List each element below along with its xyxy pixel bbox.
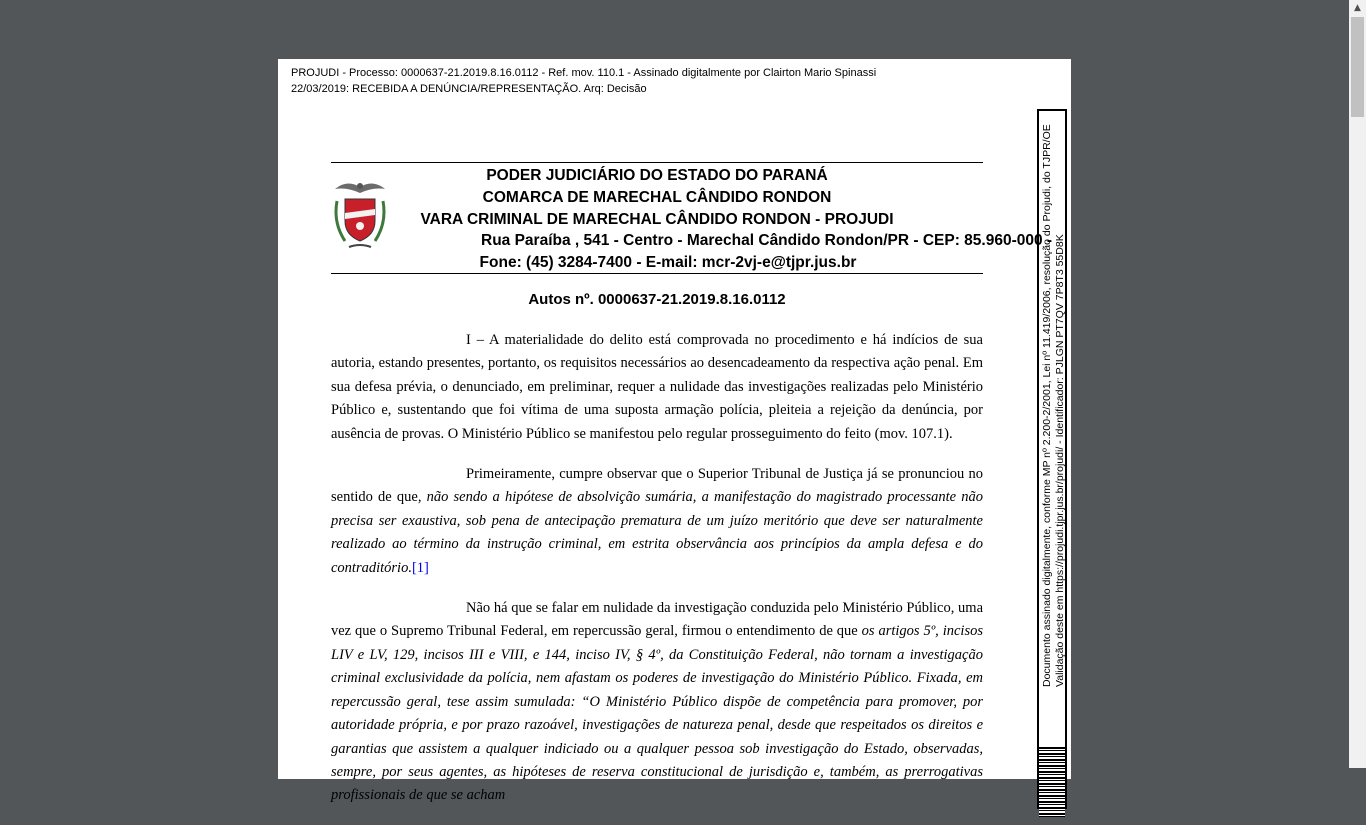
paragraph-1: I – A materialidade do delito está comprovada no procedimento e há indícios de sua autoria, estando presentes, portanto, os requisitos necessários ao desencadeamento da respectiva ação penal. Em sua defesa prévia, o denunciado, em preliminar, requer a nulidade das investigações realizadas pelo Ministério Público e, sustentando que foi vítima de uma suposta armação polícia, pleiteia a rejeição da denúncia, por ausência de provas. O Ministério Público se manifestou pelo regular prosseguimento do feito (mov. 107.1).	[331, 332, 983, 442]
scroll-thumb[interactable]	[1351, 17, 1364, 117]
paragraph-3	[331, 597, 983, 808]
barcode-icon	[1039, 747, 1065, 817]
header-line-2: COMARCA DE MARECHAL CÂNDIDO RONDON	[482, 188, 832, 206]
header-line-4: Rua Paraíba , 541 - Centro - Marechal Cândido Rondon/PR - CEP: 85.960-000 -	[481, 232, 1053, 250]
stamp-line-2: 22/03/2019: RECEBIDA A DENÚNCIA/REPRESENTAÇÃO. Arq: Decisão	[291, 83, 647, 95]
header-line-3: VARA CRIMINAL DE MARECHAL CÂNDIDO RONDON - PROJUDI	[420, 210, 894, 228]
header-line-1: PODER JUDICIÁRIO DO ESTADO DO PARANÁ	[486, 167, 828, 184]
digital-signature-stamp	[291, 65, 876, 97]
sideband-line-2: Validação deste em https://projudi.tjpr.jus.br/projudi/ - Identificador: PJLGN PT7QV 7P8T3 55D8K	[1054, 234, 1066, 687]
validation-sideband	[1037, 109, 1067, 809]
footnote-link-1[interactable]: [1]	[411, 559, 429, 576]
paragraph-2-quote: não sendo a hipótese de absolvição sumária, a manifestação do magistrado processante não precisa ser exaustiva, sob pena de antecipação prematura de um juízo meritório que deve ser naturalmente realizado ao término da instrução criminal, em estrita observância aos princípios da ampla defesa e do contraditório.	[331, 489, 983, 576]
header-line-5: Fone: (45) 3284-7400 - E-mail: mcr-2vj-e@tjpr.jus.br	[479, 254, 857, 272]
case-number: Autos nº. 0000637-21.2019.8.16.0112	[528, 291, 786, 308]
scroll-up-arrow-icon[interactable]: ▲	[1349, 0, 1366, 17]
decision-body	[331, 329, 983, 825]
paragraph-3-intro: Não há que se falar em nulidade da investigação conduzida pelo Ministério Público, uma vez que o Supremo Tribunal Federal, em repercussão geral, firmou o entendimento de que	[331, 600, 983, 640]
stamp-line-1: PROJUDI - Processo: 0000637-21.2019.8.16.0112 - Ref. mov. 110.1 - Assinado digitalmente por Clairton Mario Spinassi	[291, 67, 877, 79]
paragraph-2	[331, 463, 983, 580]
sideband-text	[1041, 111, 1067, 687]
court-header	[331, 162, 1053, 274]
paragraph-3-quote: os artigos 5º, incisos LIV e LV, 129, incisos III e VIII, e 144, inciso IV, § 4º, da Constituição Federal, não tornam a investigação criminal exclusividade da polícia, nem afastam os poderes de investigação do Ministério Público. Fixada, em repercussão geral, tese assim sumulada: “O Ministério Público dispõe de competência para promover, por autoridade própria, e por prazo razoável, investigações de natureza penal, desde que respeitados os direitos e garantias que assistem a qualquer indiciado ou a qualquer pessoa sob investigação do Estado, observadas, sempre, por seus agentes, as hipóteses de reserva constitucional de jurisdição e, também, as prerrogativas profissionais de que se acham	[331, 623, 983, 804]
paragraph-2-intro: Primeiramente, cumpre observar que o Superior Tribunal de Justiça já se pronunciou no sentido de que,	[331, 466, 983, 506]
vertical-scrollbar[interactable]	[1349, 0, 1366, 768]
sideband-line-1: Documento assinado digitalmente, conforme MP nº 2.200-2/2001, Lei nº 11.419/2006, resolução do Projudi, do TJPR/OE	[1041, 124, 1053, 687]
document-page	[278, 59, 1071, 804]
